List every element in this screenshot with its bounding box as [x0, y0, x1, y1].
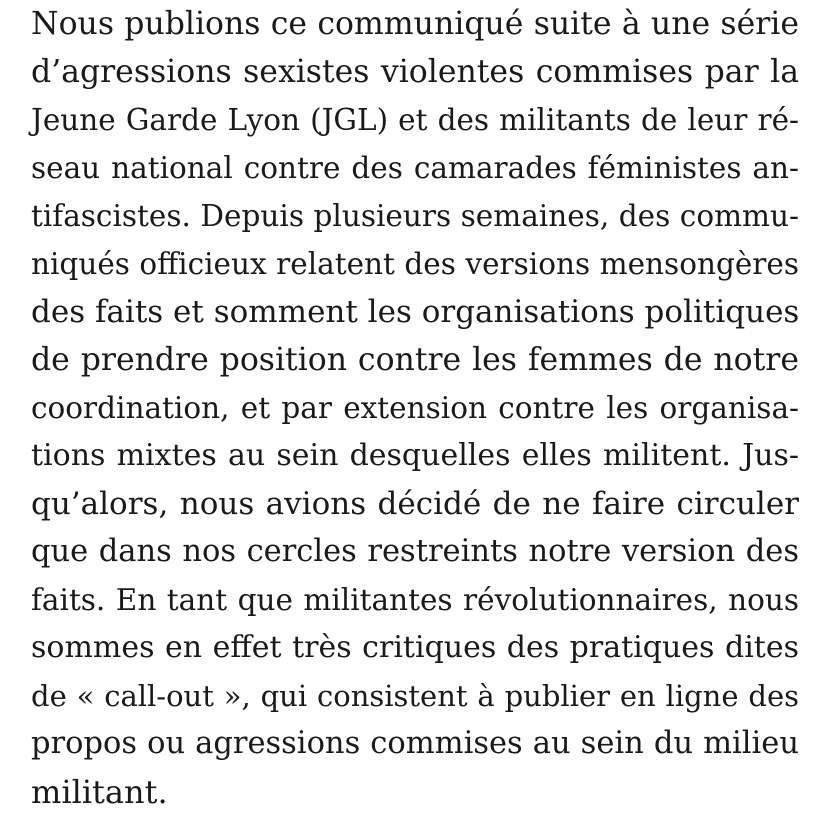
text-line-2: d’agressions sexistes violentes commises par la: [31, 54, 799, 90]
text-line-9: coordination, et par extension contre les organisa-: [31, 391, 799, 425]
text-line-15: de « call-out », qui consistent à publier en ligne des: [31, 679, 799, 713]
text-line-13: faits. En tant que militantes révolutionnaires, nous: [31, 583, 799, 617]
text-line-14: sommes en effet très critiques des pratiques dites: [31, 630, 799, 665]
text-line-4: seau national contre des camarades féministes an-: [31, 151, 799, 185]
text-line-17: militant.: [31, 773, 168, 811]
text-line-1: Nous publions ce communiqué suite à une série: [31, 6, 799, 42]
text-line-10: tions mixtes au sein desquelles elles militent. Jus-: [31, 438, 799, 473]
text-line-6: niqués officieux relatent des versions mensongères: [31, 247, 799, 281]
text-line-5: tifascistes. Depuis plusieurs semaines, des commu-: [31, 199, 799, 233]
text-line-16: propos ou agressions commises au sein du milieu: [31, 726, 799, 761]
text-line-8: de prendre position contre les femmes de notre: [31, 342, 799, 378]
text-line-12: que dans nos cercles restreints notre version des: [31, 534, 799, 569]
text-line-3: Jeune Garde Lyon (JGL) et des militants de leur ré-: [31, 103, 799, 137]
text-line-11: qu’alors, nous avions décidé de ne faire circuler: [31, 486, 799, 522]
text-line-7: des faits et somment les organisations politiques: [31, 294, 800, 330]
